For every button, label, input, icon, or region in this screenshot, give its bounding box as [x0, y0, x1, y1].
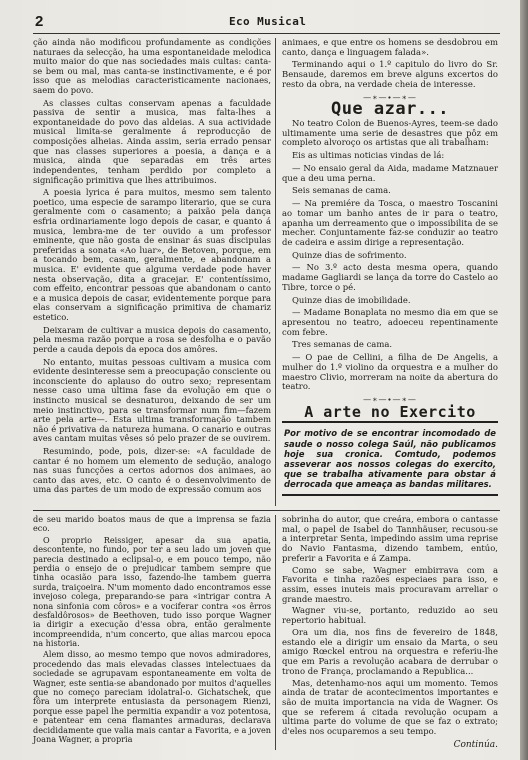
paragraph: sobrinha do autor, que creára, embora o cantasse mal, o papel de Isabel do Tannhäuser, recusou-se a interpretar Senta, impedindo assim uma reprise do Navio Fantasma, dizendo tambem, entúo, preferir a Favorita e á Zampa.	[282, 514, 498, 563]
paragraph: — Madame Bonaplata no mesmo dia em que se apresentou no teatro, adoeceu repentinamente com febre.	[282, 307, 498, 337]
paragraph: O proprio Reissiger, apesar da sua apatia, descontente, no fundo, por ter a seu lado um joven que parecia destinado a eclipsal-o, e em pouco tempo, não perdia o ensejo de o prejudicar tambem sempre que tinha ocasião para isso, fazendo-lhe tambem guerra surda, traiçoeira. N'um momento dado encontramos esse invejoso colega, preparando-se para «intrigar contra A nona sinfonia com côros» e a vociferar contra «os êrros desfaldôrosos» de Beethoven, tudo isso porque Wagner ia dirigir a execução d'essa obra, então geralmente incompreendida, n'um concerto, que alias marcou epoca na historia.	[33, 534, 271, 649]
column-divider-top	[275, 38, 276, 506]
ornament-divider: —∗—∙—∗—	[363, 92, 417, 102]
section-title-arte-exercito: A arte no Exercito	[304, 402, 476, 421]
paragraph: A poesia lyrica é para muitos, mesmo sem talento poetico, uma especie de sarampo literario, que se cura geralmente com o casamento; a paixão pela dança esfria ordinariamente logo depois de casar, e quanto á musica, lembra-me de ter ouvido a um professor eminente, que não gosta de ensinar ás suas discipulas preferidas a sonata «Ao luar», de Betoven, porque, em a tocando bem, casam, geralmente, e abandonam a musica. E' evidente que alguma verdade pode haver nesta observação, dita a gracejar. E' contentíssimo, com effeito, encontrar pessoas que abandonam o canto e a musica depois de casar, evidentemente porque para elas conservam a significação primitiva de chamariz estetico.	[33, 187, 271, 323]
column-divider-bottom	[275, 515, 276, 750]
article-top-left	[33, 38, 271, 498]
paragraph: — No 3.º acto desta mesma opera, quando madame Gagliardi se lança da torre do Castelo ao Tibre, torce o pé.	[282, 262, 498, 292]
article-bottom-right	[282, 515, 498, 751]
paragraph: No teatro Colon de Buenos-Ayres, teem-se dado ultimamente uma serie de desastres que pôz em completo alvoroço os artistas que ali trabalham:	[282, 118, 498, 148]
paragraph: Resumindo, pode, pois, dizer-se: «A faculdade de cantar é no homem um elemento de sedução, analogo nas suas funcções a certos adornos dos animaes, ao canto das aves, etc. O canto é o desenvolvimento de uma das partes de um modo de expressão comum aos	[33, 445, 271, 495]
continued-note: Continúa.	[453, 739, 498, 750]
paragraph: Alem disso, ao mesmo tempo que novos admiradores, procedendo das mais elevadas classes intelectuaes da sociedade se agrupavam espontaneamente em volta de Wagner, este sentia-se abandonado por muitos d'aquelles que no começo pareciam idolatral-o. Gichatschek, que fôra um interprete entusiasta da personagem Rienzi, porque esse papel lhe permitia expandir a voz potentosa, e patentear em cena flamantes armaduras, declarava decididamente que valia mais cantar a Favorita, e a joven Joana Wagner, a propria	[33, 649, 271, 744]
boxed-notice: Por motivo de se encontrar incomodado de saude o nosso colega Saúl, não publicamos hoje sua cronica. Comtudo, podemos asseverar aos nossos colegas do exercito, que se trabalha ativamente para obstar á derrocada que ameaça as bandas militares.	[282, 421, 498, 496]
paragraph: As classes cultas conservam apenas a faculdade passiva de sentir a musica, mas falta-lhes a expontaneidade do povo das aldeias. A sua actividade musical limita-se geralmente á reproducção de composições alheias. Ainda assim, seria errado pensar que nas classes superiores a poesia, a dança e a musica, ainda que separadas em três artes independentes, tenham perdido por completo a significação primitiva que lhes attribuimos.	[33, 97, 271, 185]
paragraph: — Na premiére da Tosca, o maestro Toscanini ao tomar um banho antes de ir para o teatro, apanha um derreamento que o impossibilita de se mecher. Conjuntamente faz-se conduzir ao teatro de cadeira e assim dirige a representação.	[282, 198, 498, 247]
paragraph: No entanto, muitas pessoas cultivam a musica com evidente desinteresse sem a preocupação consciente ou inconsciente do aplauso do outro sexo; representam nesse caso uma ultima fase da evolução em que o instincto musical se desnaturou, deixando de ser um meio instinctivo, para se transformar num fim—fazem arte pela arte—. Esta ultima transformação tambem não é privativa da natureza humana. O canario e outras aves cantam muitas vêses só pelo prazer de se ouvirem.	[33, 356, 271, 444]
mid-rule	[33, 510, 500, 511]
page-header	[0, 12, 520, 32]
paragraph: — No ensaio geral da Aida, madame Matznauer que a deu uma perna.	[282, 162, 498, 183]
paragraph: Tres semanas de cama.	[292, 339, 393, 350]
page-number: 2	[35, 13, 44, 30]
paragraph: Wagner viu-se, portanto, reduzido ao seu repertorio habitual.	[282, 605, 498, 626]
paragraph: Quinze dias de sofrimento.	[292, 249, 407, 260]
paragraph: Seis semanas de cama.	[292, 185, 391, 196]
paragraph: Eis as ultimas noticias vindas de lá:	[292, 150, 445, 161]
paragraph: animaes, e que entre os homens se desdobrou em canto, dança e linguagem falada».	[282, 37, 498, 57]
paragraph: Quinze dias de imobilidade.	[292, 294, 411, 305]
paragraph: Terminando aqui o 1.º capitulo do livro do Sr. Bensaude, daremos em breve alguns excertos do resto da obra, na verdade cheia de interesse.	[282, 59, 498, 89]
section-title-que-azar: Que azar...	[330, 99, 450, 120]
publication-title: Eco Musical	[229, 15, 307, 28]
paragraph: ção ainda não modificou profundamente as condições naturaes da selecção, ha uma espontaneidade melodica muito maior do que nas sociedades mais cultas: canta-se bem ou mal, mas canta-se instinctivamente, e é por isso que as melodias caracteristicamente nacionaes, saem do povo.	[33, 37, 271, 96]
page-edge-shadow	[520, 0, 528, 760]
paragraph: — O pae de Cellini, a filha de De Angelis, a mulher do 1.º violino da orquestra e a mulher do maestro Clivio, morreram na noite da abertura do teatro.	[282, 352, 498, 392]
paragraph: de seu marido boatos maus de que a imprensa se fazia eco.	[33, 514, 271, 534]
paragraph: Ora um dia, nos fins de fevereiro de 1848, estando ele a dirigir um ensaio da Marta, o seu amigo Rœckel entrou na orquestra e referiu-lhe que em Paris a revolução acabara de derrubar o trono de França, proclamando a Republica...	[282, 626, 498, 676]
ornament-divider: —∗—∙—∗—	[363, 395, 417, 404]
paragraph: Mas, detenhamo-nos aqui um momento. Temos ainda de tratar de acontecimentos importantes e são de muita importancia na vida de Wagner. Os que se referem á citada revolução ocupam a ultima parte do volume de que se faz o extrato; d'eles nos ocuparemos a seu tempo.	[282, 677, 498, 737]
header-rule	[33, 33, 500, 34]
article-top-right	[282, 38, 498, 496]
paragraph: Como se sabe, Wagner embirrava com a Favorita e tinha razões especiaes para isso, e assim, esses inuteis mais procuravam arreliar o grande maestro.	[282, 564, 498, 604]
paragraph: Deixaram de cultivar a musica depois do casamento, pela mesma razão porque a rosa se desfolha e o pavão perde a cauda depois da epoca dos amôres.	[33, 324, 271, 354]
article-bottom-left	[33, 515, 271, 746]
